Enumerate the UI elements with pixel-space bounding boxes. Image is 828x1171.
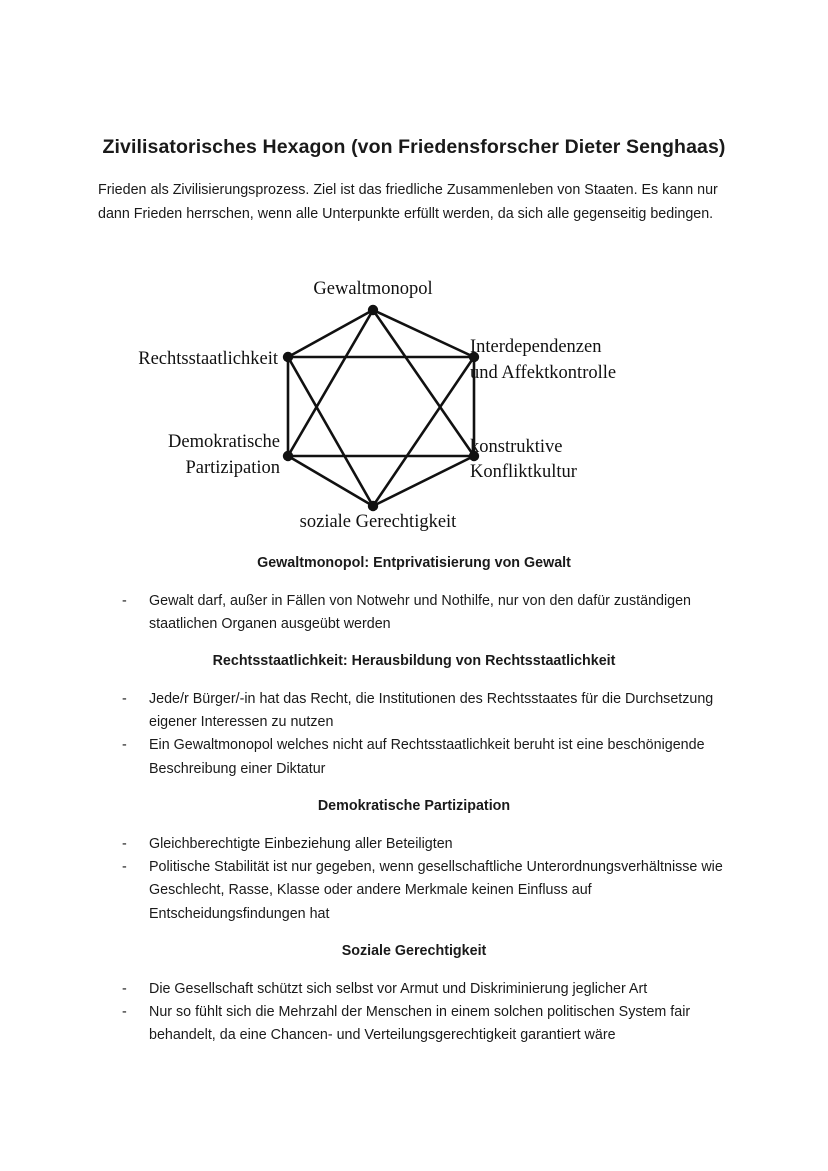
label-demokratische-line1: Demokratische bbox=[168, 432, 280, 452]
triangle-edge bbox=[288, 357, 373, 506]
list-item bbox=[122, 590, 742, 636]
section-heading: Demokratische Partizipation bbox=[317, 798, 511, 814]
list-item-text: Gleichberechtigte Einbeziehung aller Beteiligten bbox=[149, 836, 453, 852]
bullet-dash: - bbox=[122, 593, 127, 609]
hexagon-svg bbox=[0, 270, 828, 540]
bullet-dash: - bbox=[122, 1004, 127, 1021]
list-item bbox=[122, 1001, 742, 1047]
label-interdependenzen-line2: und Affektkontrolle bbox=[470, 363, 617, 383]
section-heading: Rechtsstaatlichkeit: Herausbildung von Rechtsstaatlichkeit bbox=[212, 653, 616, 669]
node-dot-top bbox=[368, 305, 378, 315]
list-item bbox=[122, 978, 742, 1001]
label-interdependenzen-line1: Interdependenzen bbox=[470, 337, 602, 357]
page-title: Zivilisatorisches Hexagon (von Friedensforscher Dieter Senghaas) bbox=[102, 136, 726, 158]
bullet-list bbox=[122, 688, 742, 781]
bullet-list bbox=[122, 590, 742, 636]
list-item bbox=[122, 833, 742, 856]
list-item-text: Nur so fühlt sich die Mehrzahl der Menschen in einem solchen politischen System fair behandelt, da eine Chancen- und Verteilungsgerechtigkeit garantiert wäre bbox=[149, 1004, 691, 1044]
list-item bbox=[122, 688, 742, 734]
intro-paragraph: Frieden als Zivilisierungsprozess. Ziel ist das friedliche Zusammenleben von Staaten. Es kann nur dann Frieden herrschen, wenn alle Unterpunkte erfüllt werden, da sich alle gegenseitig bedingen. bbox=[98, 182, 718, 222]
label-soziale-gerechtigkeit: soziale Gerechtigkeit bbox=[299, 512, 457, 532]
bullet-dash: - bbox=[122, 981, 127, 997]
bullet-dash: - bbox=[122, 836, 127, 852]
list-item-text: Ein Gewaltmonopol welches nicht auf Rechtsstaatlichkeit beruht ist eine beschönigende Beschreibung einer Diktatur bbox=[149, 737, 705, 777]
bullet-list bbox=[122, 978, 742, 1048]
label-rechtsstaatlichkeit: Rechtsstaatlichkeit bbox=[138, 349, 278, 369]
section-heading: Soziale Gerechtigkeit bbox=[341, 943, 487, 959]
list-item-text: Gewalt darf, außer in Fällen von Notwehr und Nothilfe, nur von den dafür zuständigen staatlichen Organen ausgeübt werden bbox=[149, 593, 692, 633]
list-item bbox=[122, 734, 742, 780]
hexagon-edge bbox=[373, 456, 474, 506]
hexagon-edge bbox=[288, 456, 373, 506]
bullet-dash: - bbox=[122, 737, 127, 754]
bullet-list bbox=[122, 833, 742, 926]
node-dot-upper-left bbox=[283, 352, 293, 362]
label-konfliktkultur-line2: Konfliktkultur bbox=[470, 462, 577, 482]
node-dot-lower-left bbox=[283, 451, 293, 461]
list-item-text: Die Gesellschaft schützt sich selbst vor Armut und Diskriminierung jeglicher Art bbox=[149, 981, 648, 997]
list-item-text: Jede/r Bürger/-in hat das Recht, die Institutionen des Rechtsstaates für die Durchsetzung eigener Interessen zu nutzen bbox=[149, 691, 714, 731]
triangle-edge bbox=[373, 357, 474, 506]
bullet-dash: - bbox=[122, 859, 127, 876]
node-dot-bottom bbox=[368, 501, 378, 511]
triangle-edge bbox=[373, 310, 474, 456]
list-item bbox=[122, 856, 742, 926]
list-item-text: Politische Stabilität ist nur gegeben, wenn gesellschaftliche Unterordnungsverhältnisse wie Geschlecht, Rasse, Klasse oder andere Merkmale keinen Einfluss auf Entscheidungsfindungen hat bbox=[149, 859, 723, 922]
bullet-dash: - bbox=[122, 691, 127, 707]
label-demokratische-line2: Partizipation bbox=[185, 458, 280, 478]
section-heading: Gewaltmonopol: Entprivatisierung von Gewalt bbox=[257, 555, 571, 571]
label-konfliktkultur-line1: konstruktive bbox=[470, 437, 563, 457]
hexagon-diagram bbox=[0, 270, 828, 540]
label-gewaltmonopol: Gewaltmonopol bbox=[313, 279, 433, 299]
